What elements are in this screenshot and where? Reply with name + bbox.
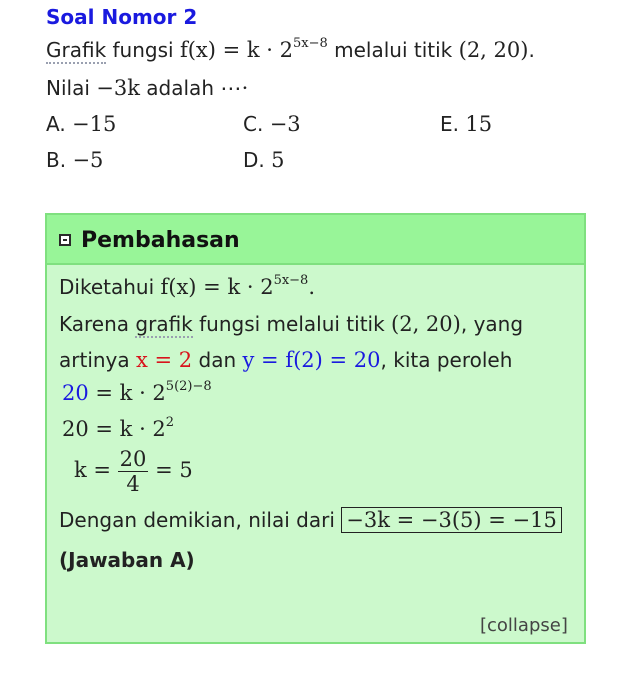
option-a: A. −15 [46,112,117,136]
solution-header[interactable] [47,215,584,265]
solution-line-2: Karena grafik fungsi melalui titik (2, 20), yang [59,312,524,336]
question-title: Soal Nomor 2 [46,5,198,29]
boxed-answer: −3k = −3(5) = −15 [341,507,562,533]
point: (2, 20) [458,38,529,62]
grafik-link[interactable]: Grafik [46,38,107,62]
question-line-1: Grafik fungsi $f(x) = k \cdot 2^{5x-8}$ melalui titik (2, 20). [46,36,535,62]
equation-3: k = $\frac{20}{4}$ = 5 [74,447,193,496]
question-text: fungsi [106,38,180,62]
equation-2: $20 = k \cdot 2^2$ [62,415,175,441]
conclusion: Dengan demikian, nilai dari −3k = −3(5) = −15 [59,508,562,532]
solution-line-3: artinya x = 2 dan y = f(2) = 20, kita peroleh [59,348,513,372]
x-value: x = 2 [136,348,193,372]
solution-title: Pembahasan [81,228,240,253]
equation-1: $20 = k \cdot 2^{5(2)-8}$ [62,379,212,405]
solution-line-1: Diketahui $f(x) = k \cdot 2^{5x-8}$. [59,273,316,299]
fraction: $\frac{20}{4}$ [119,447,147,496]
function-formula: $f(x) = k \cdot 2^{5x-8}$ [179,36,328,62]
option-c: C. −3 [243,112,301,136]
solution-box [45,213,586,644]
option-d: D. 5 [243,148,285,172]
answer-label: (Jawaban A) [59,548,195,572]
expression: −3k [96,76,140,100]
option-b: B. −5 [46,148,104,172]
grafik-link-2[interactable]: grafik [135,312,193,336]
y-value: y = f(2) = 20 [242,348,381,372]
collapse-link[interactable]: [collapse] [480,615,568,636]
option-e: E. 15 [440,112,493,136]
collapse-toggle-icon[interactable] [59,234,71,246]
question-line-2: Nilai −3k adalah ⋯⋅ [46,76,249,100]
